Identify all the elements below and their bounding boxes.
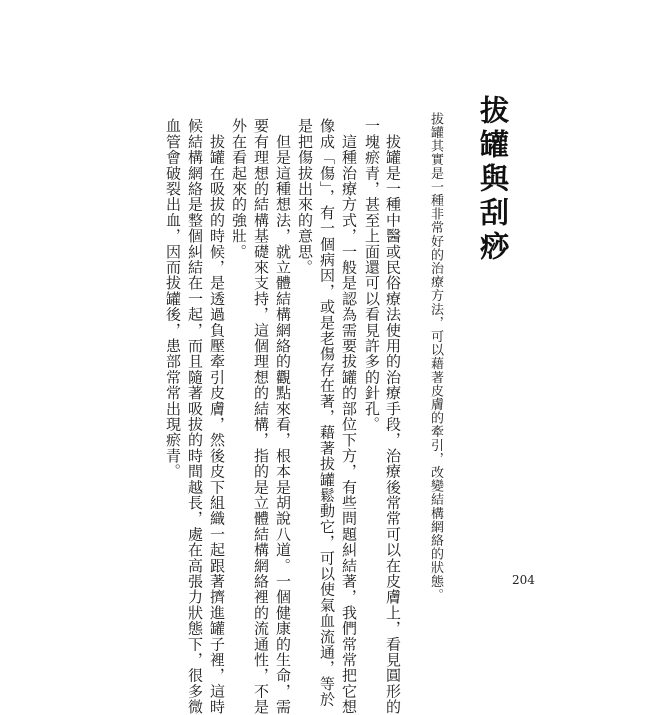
body-column: 血管會破裂出血，因而拔罐後，患部常常出現瘀青。 — [164, 118, 182, 480]
body-column: 要有理想的結構基礎來支持，這個理想的結構，指的是立體結構網絡裡的流通性，不是 — [252, 118, 270, 715]
body-column: 是把傷拔出來的意思。 — [296, 118, 314, 275]
body-column: 外在看起來的強壯。 — [230, 118, 248, 260]
page-number: 204 — [512, 573, 535, 587]
chapter-title: 拔罐與刮痧 — [476, 95, 510, 265]
body-column: 拔罐在吸拔的時候，是透過負壓牽引皮膚，然後皮下組織一起跟著擠進罐子裡，這時 — [208, 118, 226, 715]
body-column: 但是這種想法，就立體結構網絡的觀點來看，根本是胡說八道。一個健康的生命，需 — [274, 118, 292, 715]
body-column: 一塊瘀青，甚至上面還可以看見許多的針孔。 — [363, 118, 381, 432]
body-column: 候結構網絡是整個糾結在一起，而且隨著吸拔的時間越長，處在高張力狀態下，很多微 — [186, 118, 204, 715]
body-column: 像成「傷」，有一個病因，或是老傷存在著，藉著拔罐鬆動它，可以使氣血流通，等於 — [318, 118, 336, 708]
body-column: 這種治療方式，一般是認為需要拔罐的部位下方，有些問題糾結著，我們常常把它想 — [340, 118, 358, 715]
body-column: 拔罐是一種中醫或民俗療法使用的治療手段，治療後常常可以在皮膚上，看見圓形的 — [384, 118, 402, 715]
lead-paragraph: 拔罐其實是一種非常好的治療方法，可以藉著皮膚的牽引，改變結構網絡的狀態。 — [428, 112, 443, 602]
